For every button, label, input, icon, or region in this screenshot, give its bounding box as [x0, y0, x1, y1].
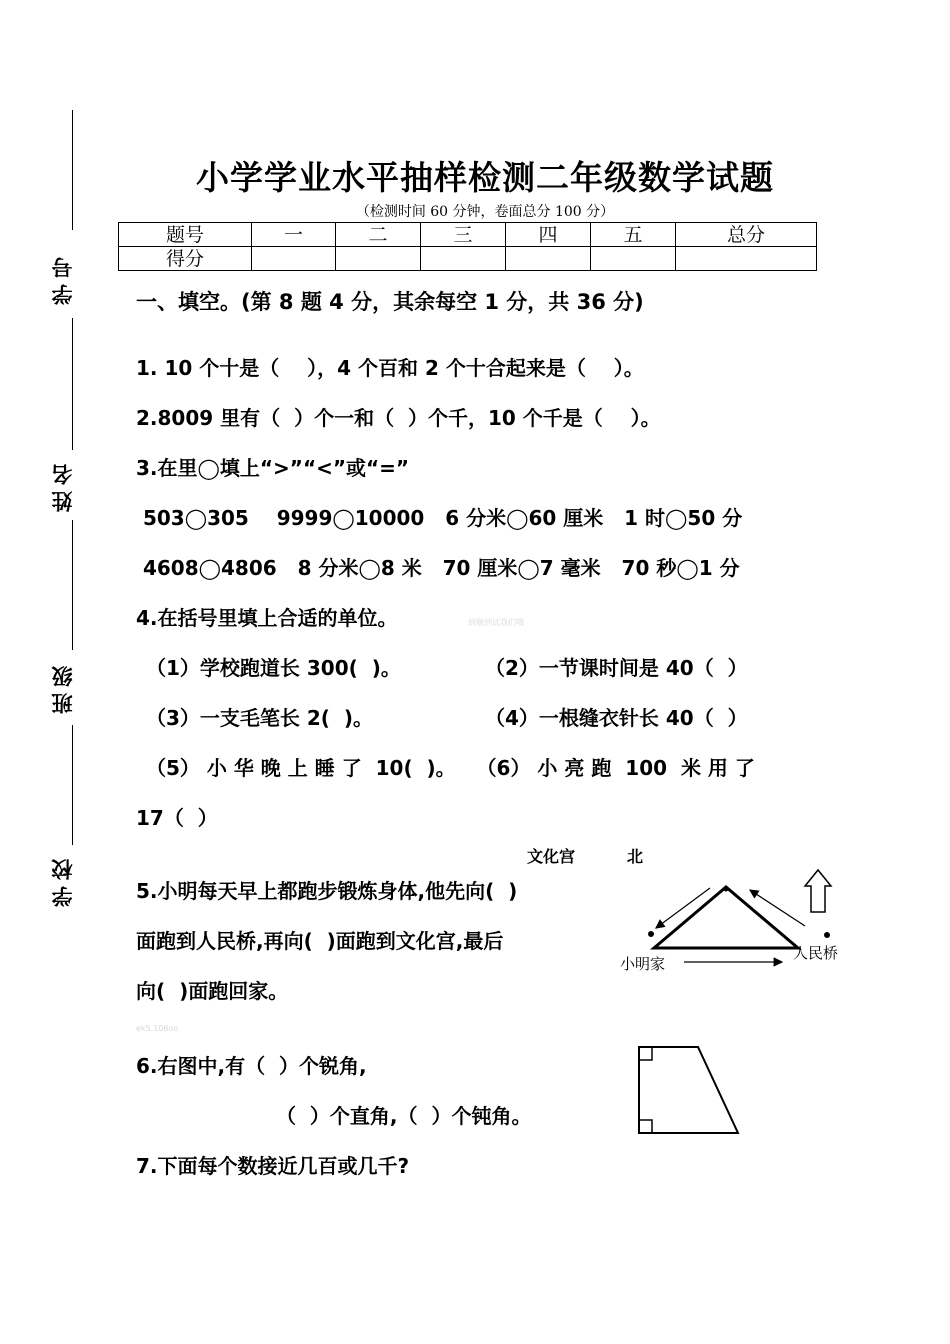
question-6-line-1: 6.右图中,有（ ）个锐角,	[136, 1054, 367, 1078]
score-input-cell[interactable]	[336, 247, 421, 271]
route-triangle	[654, 887, 798, 948]
score-input-cell[interactable]	[506, 247, 591, 271]
question-4: 4.在括号里填上合适的单位。	[136, 606, 398, 630]
score-cell: 得分	[119, 247, 252, 271]
home-dot	[648, 931, 654, 937]
score-input-cell[interactable]	[421, 247, 506, 271]
binding-label-class: 班级	[50, 660, 75, 715]
trapezoid-shape	[639, 1047, 738, 1133]
question-3: 3.在里◯填上“>”“<”或“=”	[136, 456, 410, 480]
question-4-item-6-cont: 17（ ）	[136, 806, 218, 830]
exam-subtitle: （检测时间 60 分钟，卷面总分 100 分）	[355, 204, 615, 220]
score-cell: 总分	[676, 223, 817, 247]
score-cell: 四	[506, 223, 591, 247]
faint-mark: ek5.106oo	[136, 1024, 179, 1033]
question-5-line-3: 向( )面跑回家。	[136, 979, 289, 1003]
question-7: 7.下面每个数接近几百或几千?	[136, 1154, 410, 1178]
map-label-north: 北	[627, 847, 644, 866]
binding-line-2	[72, 318, 73, 450]
binding-line-4	[72, 725, 73, 845]
score-input-cell[interactable]	[252, 247, 336, 271]
question-4-item-4: （4）一根缝衣针长 40（ ）	[485, 706, 748, 730]
question-4-item-1: （1）学校跑道长 300( )。	[146, 656, 401, 680]
map-label-home: 小明家	[620, 955, 666, 973]
question-4-item-2: （2）一节课时间是 40（ ）	[485, 656, 748, 680]
question-2: 2.8009 里有（ ）个一和（ ）个千，10 个千是（ ）。	[136, 406, 661, 430]
question-1: 1. 10 个十是（ ），4 个百和 2 个十合起来是（ ）。	[136, 356, 644, 380]
score-table-header-row	[119, 223, 817, 247]
map-label-cultural-palace: 文化宫	[527, 847, 576, 866]
bridge-dot	[824, 932, 830, 938]
score-cell: 二	[336, 223, 421, 247]
north-arrow-icon	[805, 870, 831, 912]
score-input-cell[interactable]	[676, 247, 817, 271]
right-angle-mark-bottom	[639, 1120, 652, 1133]
route-map-diagram	[600, 860, 880, 980]
arrow-bridge-to-palace	[750, 890, 805, 926]
question-3-row-1: 503◯305 9999◯10000 6 分米◯60 厘米 1 时◯50 分	[136, 506, 743, 530]
score-cell: 题号	[119, 223, 252, 247]
map-label-bridge: 人民桥	[793, 944, 839, 962]
question-3-row-2: 4608◯4806 8 分米◯8 米 70 厘米◯7 毫米 70 秒◯1 分	[136, 556, 740, 580]
right-angle-mark-top	[639, 1047, 652, 1060]
question-6-line-2: （ ）个直角,（ ）个钝角。	[276, 1104, 532, 1128]
question-4-item-3: （3）一支毛笔长 2( )。	[146, 706, 374, 730]
score-table-score-row	[119, 247, 817, 271]
binding-line-3	[72, 520, 73, 650]
exam-title: 小学学业水平抽样检测二年级数学试题	[196, 158, 774, 197]
question-5-line-2: 面跑到人民桥,再向( )面跑到文化宫,最后	[136, 929, 504, 953]
palace-dot	[724, 887, 729, 892]
question-5-line-1: 5.小明每天早上都跑步锻炼身体,他先向( )	[136, 879, 518, 903]
binding-label-name: 姓名	[50, 458, 75, 512]
score-cell: 五	[591, 223, 676, 247]
section-heading: 一、填空。(第 8 题 4 分，其余每空 1 分，共 36 分)	[136, 290, 644, 314]
faint-watermark: 到顺到试我们哦	[468, 618, 524, 627]
trapezoid-figure	[630, 1040, 750, 1140]
score-cell: 三	[421, 223, 506, 247]
score-input-cell[interactable]	[591, 247, 676, 271]
question-4-item-5-6: （5） 小 华 晚 上 睡 了 10( )。 （6） 小 亮 跑 100 米 用 了	[146, 756, 755, 780]
binding-label-student-id: 学号	[50, 251, 75, 305]
score-cell: 一	[252, 223, 336, 247]
score-table	[118, 222, 817, 271]
binding-label-school: 学校	[50, 853, 75, 908]
